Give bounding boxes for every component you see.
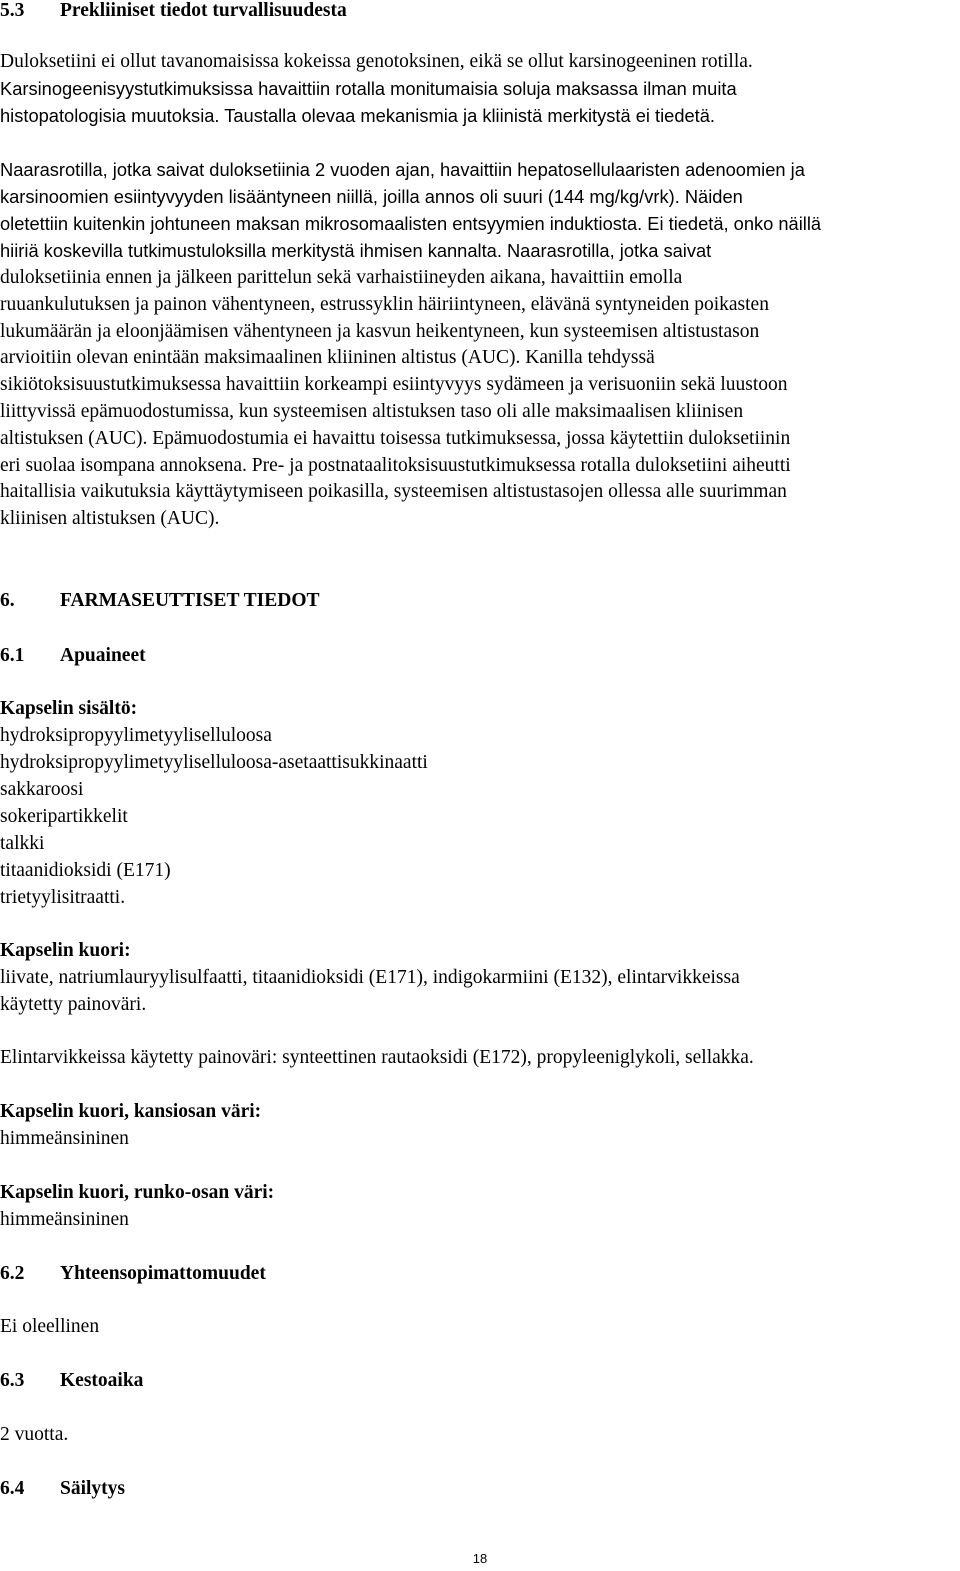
paragraph-line: oletettiin kuitenkin johtuneen maksan mikrosomaalisten entsyymien induktiosta. Ei tiedetä, onko näillä xyxy=(0,213,822,234)
subheading: Kapselin kuori, kansiosan väri: xyxy=(0,1101,262,1122)
section-heading-6-3 xyxy=(0,1369,143,1393)
section-number: 6. xyxy=(0,590,15,611)
subheading: Kapselin kuori, runko-osan väri: xyxy=(0,1182,275,1203)
list-item: sokeripartikkelit xyxy=(0,806,128,827)
paragraph-line: histopatologisia muutoksia. Taustalla olevaa mekanismia ja kliinistä merkitystä ei tiedetä. xyxy=(0,105,716,126)
section-title: Prekliiniset tiedot turvallisuudesta xyxy=(60,0,347,21)
paragraph-line: Ei oleellinen xyxy=(0,1316,100,1337)
paragraph-line: himmeänsininen xyxy=(0,1128,129,1149)
list-item: titaanidioksidi (E171) xyxy=(0,860,171,881)
section-title: Säilytys xyxy=(60,1478,126,1499)
paragraph-line: altistuksen (AUC). Epämuodostumia ei havaittu toisessa tutkimuksessa, jossa käytettiin duloksetiinin xyxy=(0,428,791,449)
paragraph-line: kliinisen altistuksen (AUC). xyxy=(0,508,220,529)
paragraph-line: eri suolaa isompana annoksena. Pre- ja postnataalitoksisuustutkimuksessa rotalla duloksetiini aiheutti xyxy=(0,455,791,476)
paragraph-line: arvioitiin olevan enintään maksimaalinen kliininen altistus (AUC). Kanilla tehdyssä xyxy=(0,347,655,368)
section-number: 6.2 xyxy=(0,1263,25,1284)
section-title: Apuaineet xyxy=(60,645,146,666)
page-number: 18 xyxy=(472,1551,488,1566)
list-item: hydroksipropyylimetyyliselluloosa-asetaattisukkinaatti xyxy=(0,752,428,773)
section-number: 5.3 xyxy=(0,0,25,21)
paragraph-line: ruuankulutuksen ja painon vähentyneen, estrussyklin häiriintyneen, elävänä syntyneiden poikasten xyxy=(0,294,769,315)
section-heading-6-4 xyxy=(0,1477,125,1501)
paragraph-line: 2 vuotta. xyxy=(0,1424,69,1445)
list-item: sakkaroosi xyxy=(0,779,84,800)
section-heading-5-3 xyxy=(0,0,347,23)
list-item: trietyylisitraatti. xyxy=(0,887,126,908)
paragraph-line: Elintarvikkeissa käytetty painoväri: synteettinen rautaoksidi (E172), propyleeniglykoli, sellakka. xyxy=(0,1047,754,1068)
paragraph-line: hiiriä koskevilla tutkimustuloksilla merkitystä ihmisen kannalta. Naarasrotilla, jotka saivat xyxy=(0,240,712,261)
section-number: 6.1 xyxy=(0,645,25,666)
section-number: 6.3 xyxy=(0,1370,25,1391)
paragraph-line: liittyvissä epämuodostumissa, kun systeemisen altistuksen taso oli alle maksimaalisen kliinisen xyxy=(0,401,744,422)
section-title: FARMASEUTTISET TIEDOT xyxy=(60,590,320,611)
paragraph-line: Naarasrotilla, jotka saivat duloksetiinia 2 vuoden ajan, havaittiin hepatosellulaaristen adenoomien ja xyxy=(0,159,805,180)
paragraph-line: Duloksetiini ei ollut tavanomaisissa kokeissa genotoksinen, eikä se ollut karsinogeeninen rotilla. xyxy=(0,51,753,72)
list-item: talkki xyxy=(0,833,45,854)
section-heading-6 xyxy=(0,589,320,613)
paragraph-line: liivate, natriumlauryylisulfaatti, titaanidioksidi (E171), indigokarmiini (E132), elintarvikkeissa xyxy=(0,967,740,988)
section-number: 6.4 xyxy=(0,1478,25,1499)
section-title: Yhteensopimattomuudet xyxy=(60,1263,266,1284)
subheading: Kapselin sisältö: xyxy=(0,698,138,719)
paragraph-line: himmeänsininen xyxy=(0,1209,129,1230)
paragraph-line: Karsinogeenisyystutkimuksissa havaittiin rotalla monitumaisia soluja maksassa ilman muita xyxy=(0,78,737,99)
paragraph-line: haitallisia vaikutuksia käyttäytymiseen poikasilla, systeemisen altistustasojen ollessa alle suurimman xyxy=(0,481,787,502)
section-heading-6-1 xyxy=(0,644,146,668)
paragraph-line: käytetty painoväri. xyxy=(0,994,147,1015)
section-title: Kestoaika xyxy=(60,1370,144,1391)
list-item: hydroksipropyylimetyyliselluloosa xyxy=(0,725,272,746)
paragraph-line: lukumäärän ja eloonjäämisen vähentyneen ja kasvun heikentyneen, kun systeemisen altistustason xyxy=(0,321,760,342)
paragraph-line: karsinoomien esiintyvyyden lisääntyneen niillä, joilla annos oli suuri (144 mg/kg/vrk). Näiden xyxy=(0,186,743,207)
section-heading-6-2 xyxy=(0,1262,266,1286)
paragraph-line: duloksetiinia ennen ja jälkeen parittelun sekä varhaistiineyden aikana, havaittiin emolla xyxy=(0,267,683,288)
paragraph-line: sikiötoksisuustutkimuksessa havaittiin korkeampi esiintyvyys sydämeen ja verisuoniin sekä luustoon xyxy=(0,374,788,395)
subheading: Kapselin kuori: xyxy=(0,940,131,961)
